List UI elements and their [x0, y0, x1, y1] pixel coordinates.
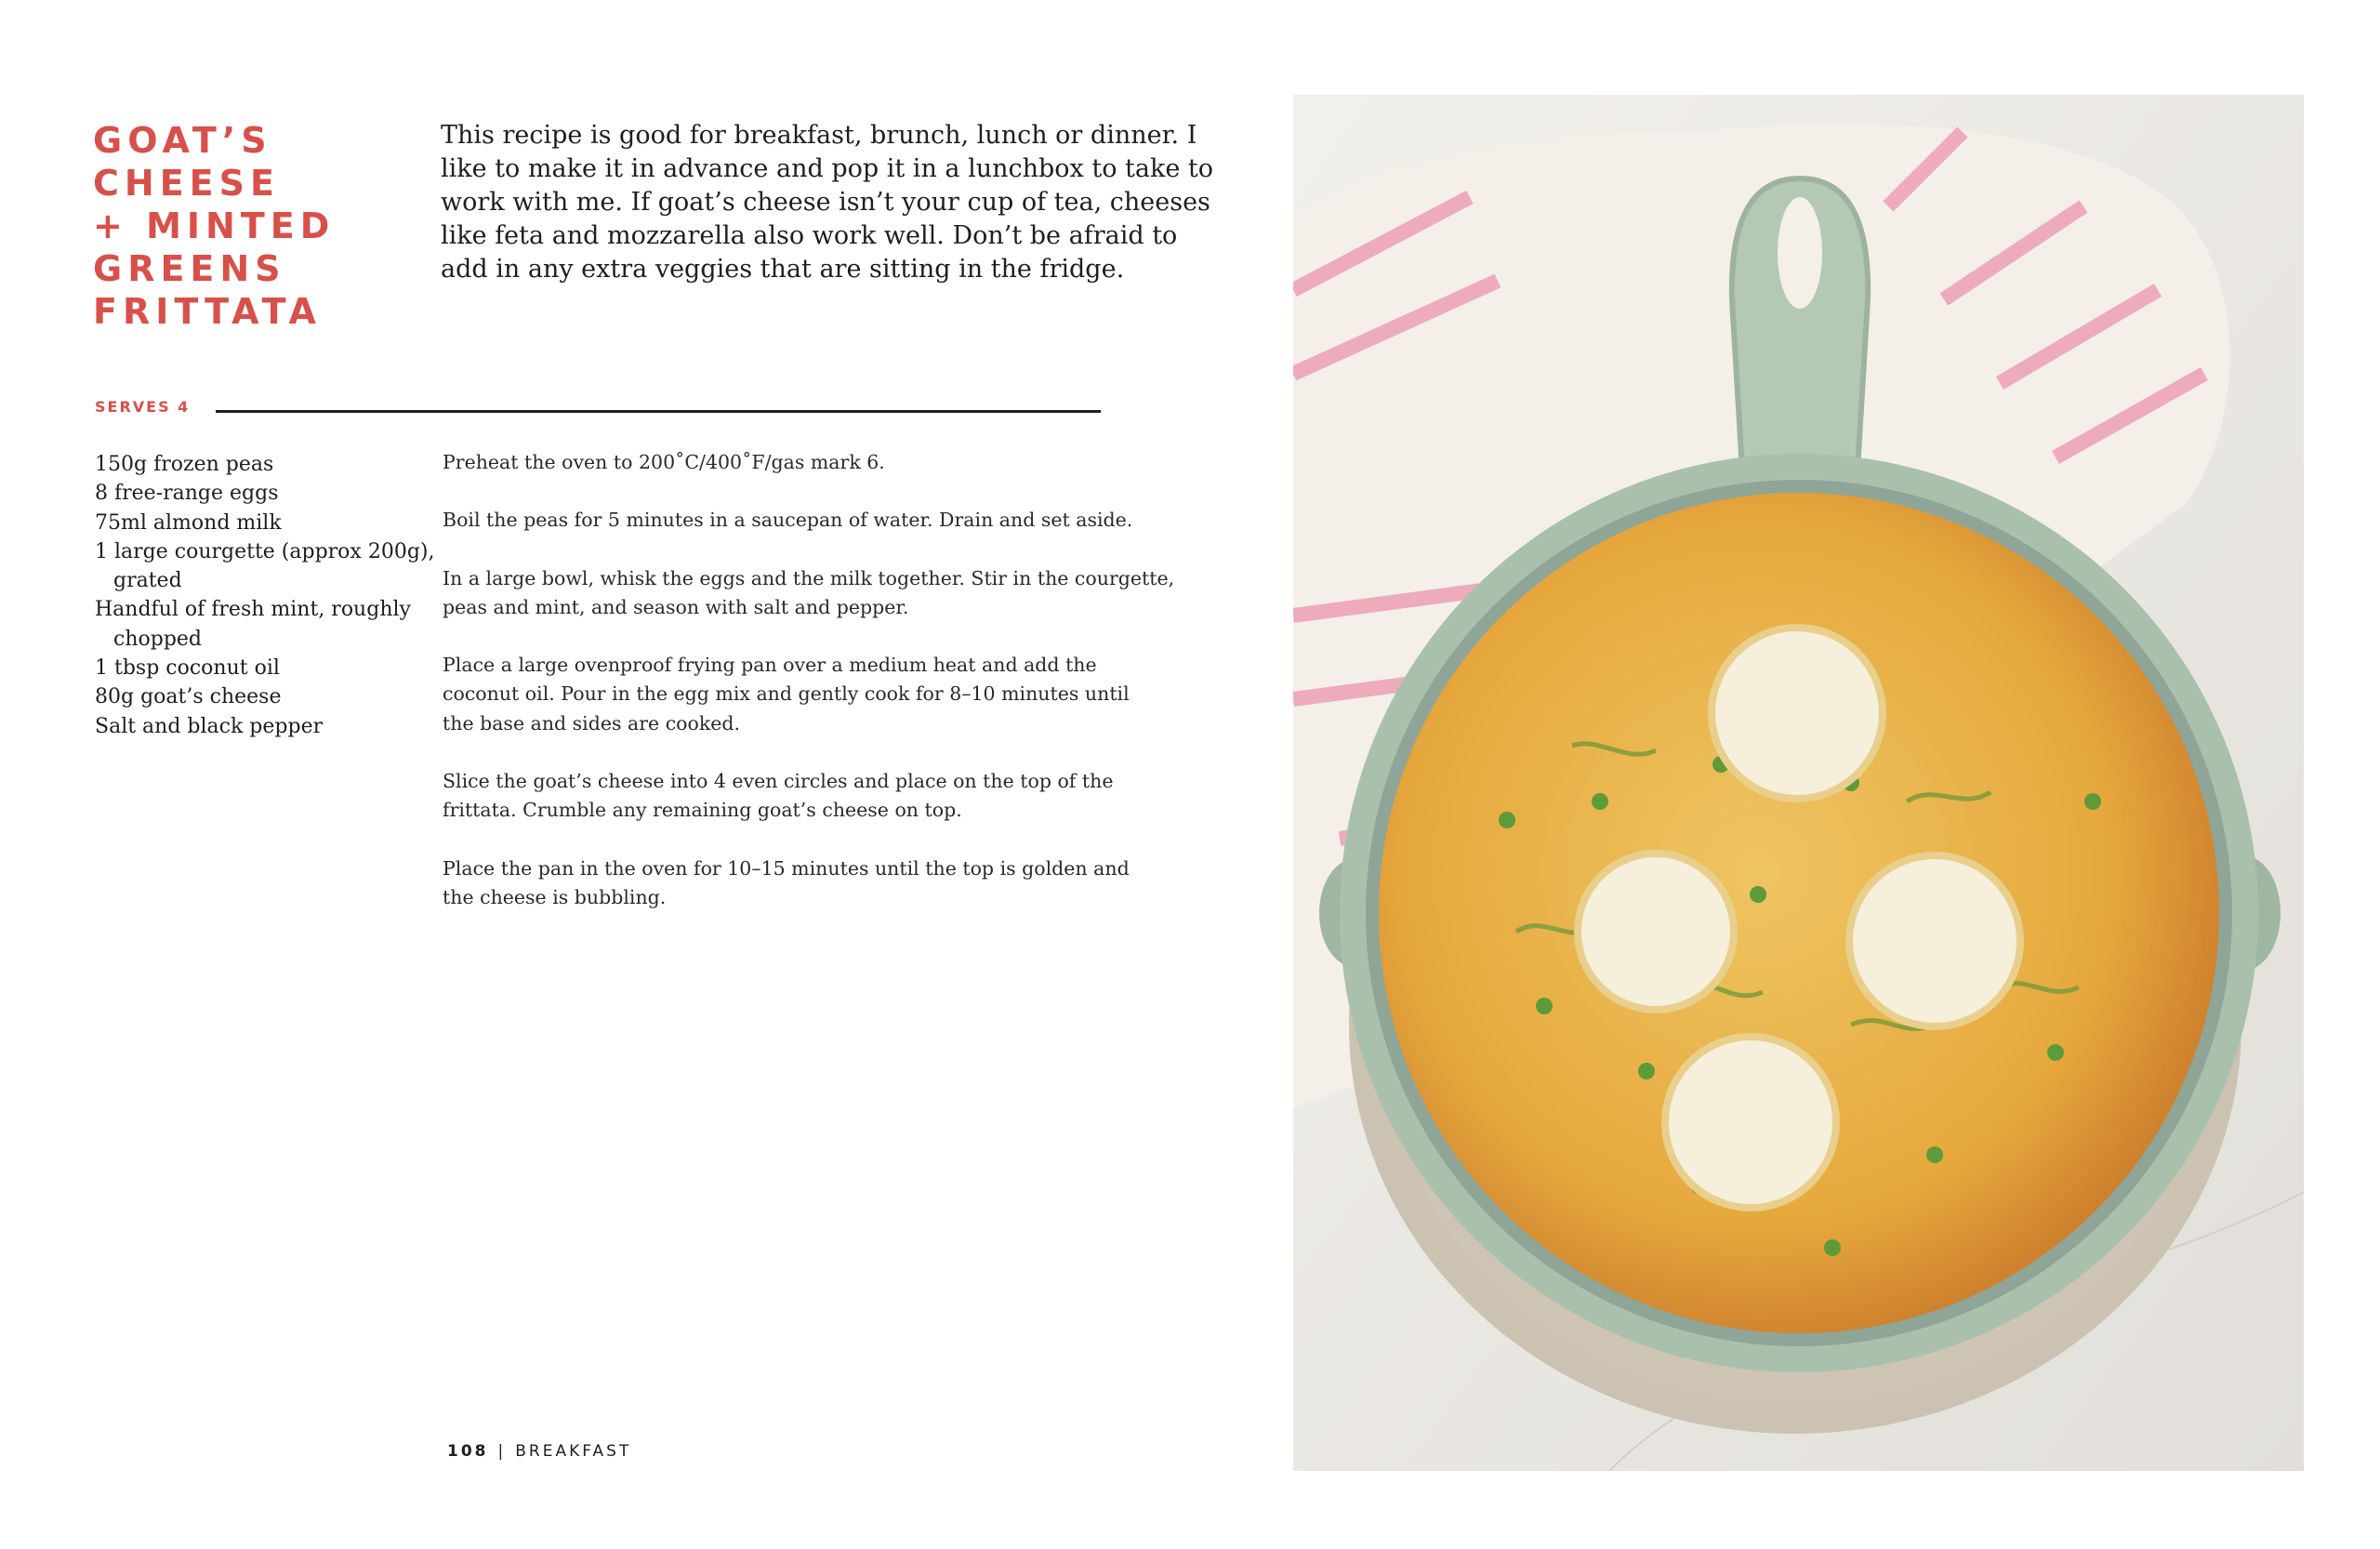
ingredient-item: Handful of fresh mint, roughly: [95, 598, 411, 622]
footer-separator: |: [497, 1442, 507, 1461]
page-footer: [447, 1442, 631, 1461]
intro-line: add in any extra veggies that are sitting in the fridge.: [441, 255, 1125, 284]
step-line: In a large bowl, whisk the eggs and the milk together. Stir in the courgette,: [443, 566, 1175, 589]
recipe-intro: [441, 119, 1214, 286]
section-name: BREAKFAST: [515, 1442, 632, 1461]
title-line: FRITTATA: [93, 291, 322, 332]
intro-line: This recipe is good for breakfast, brunch, lunch or dinner. I: [441, 121, 1197, 150]
ingredient-item: 75ml almond milk: [95, 510, 282, 535]
method-step: [443, 767, 1112, 826]
ingredient-item: 8 free-range eggs: [95, 482, 279, 506]
method-step: [443, 854, 1130, 913]
ingredient-item-continued: chopped: [113, 627, 203, 651]
intro-line: like feta and mozzarella also work well. Don’t be afraid to: [441, 221, 1178, 250]
serves-label: SERVES 4: [95, 398, 191, 416]
method-step: [443, 651, 1130, 738]
step-line: peas and mint, and season with salt and pepper.: [443, 595, 909, 618]
page-number: 108: [447, 1442, 489, 1461]
intro-line: work with me. If goat’s cheese isn’t your cup of tea, cheeses: [441, 188, 1210, 217]
step-line: Place a large ovenproof frying pan over a medium heat and add the: [443, 654, 1097, 677]
handle-hole: [1778, 197, 1822, 309]
step-line: the cheese is bubbling.: [443, 885, 667, 908]
ingredient-item: Salt and black pepper: [95, 714, 324, 738]
step-line: frittata. Crumble any remaining goat’s cheese on top.: [443, 799, 962, 822]
method-step: [443, 448, 1112, 477]
title-line: CHEESE: [93, 163, 280, 204]
ingredient-item: 1 tbsp coconut oil: [95, 656, 280, 681]
step-line: the base and sides are cooked.: [443, 711, 741, 735]
ingredient-item: 1 large courgette (approx 200g),: [95, 539, 435, 563]
section-divider: [216, 410, 1101, 413]
ingredients-list: [95, 450, 435, 741]
title-line: + MINTED: [93, 205, 336, 246]
frittata-surface: [1379, 493, 2219, 1333]
ingredient-item-continued: grated: [113, 569, 182, 593]
frittata-photo: [1293, 95, 2304, 1471]
recipe-title: [93, 119, 428, 333]
method-steps: [443, 448, 1175, 941]
step-line: Boil the peas for 5 minutes in a saucepan of water. Drain and set aside.: [443, 509, 1133, 532]
method-step: [443, 564, 1175, 623]
title-line: GOAT’S: [93, 120, 272, 161]
method-step: [443, 506, 1133, 535]
ingredient-item: 80g goat’s cheese: [95, 685, 282, 709]
ingredient-item: 150g frozen peas: [95, 453, 274, 476]
title-line: GREENS: [93, 248, 286, 289]
step-line: coconut oil. Pour in the egg mix and gently cook for 8–10 minutes until: [443, 682, 1130, 706]
step-line: Slice the goat’s cheese into 4 even circles and place on the top of the: [443, 770, 1114, 793]
step-line: Place the pan in the oven for 10–15 minutes until the top is golden and: [443, 856, 1130, 880]
step-line: Preheat the oven to 200˚C/400˚F/gas mark 6.: [443, 451, 885, 473]
frittata-illustration: [1293, 95, 2304, 1471]
intro-line: like to make it in advance and pop it in a lunchbox to take to: [441, 154, 1214, 183]
